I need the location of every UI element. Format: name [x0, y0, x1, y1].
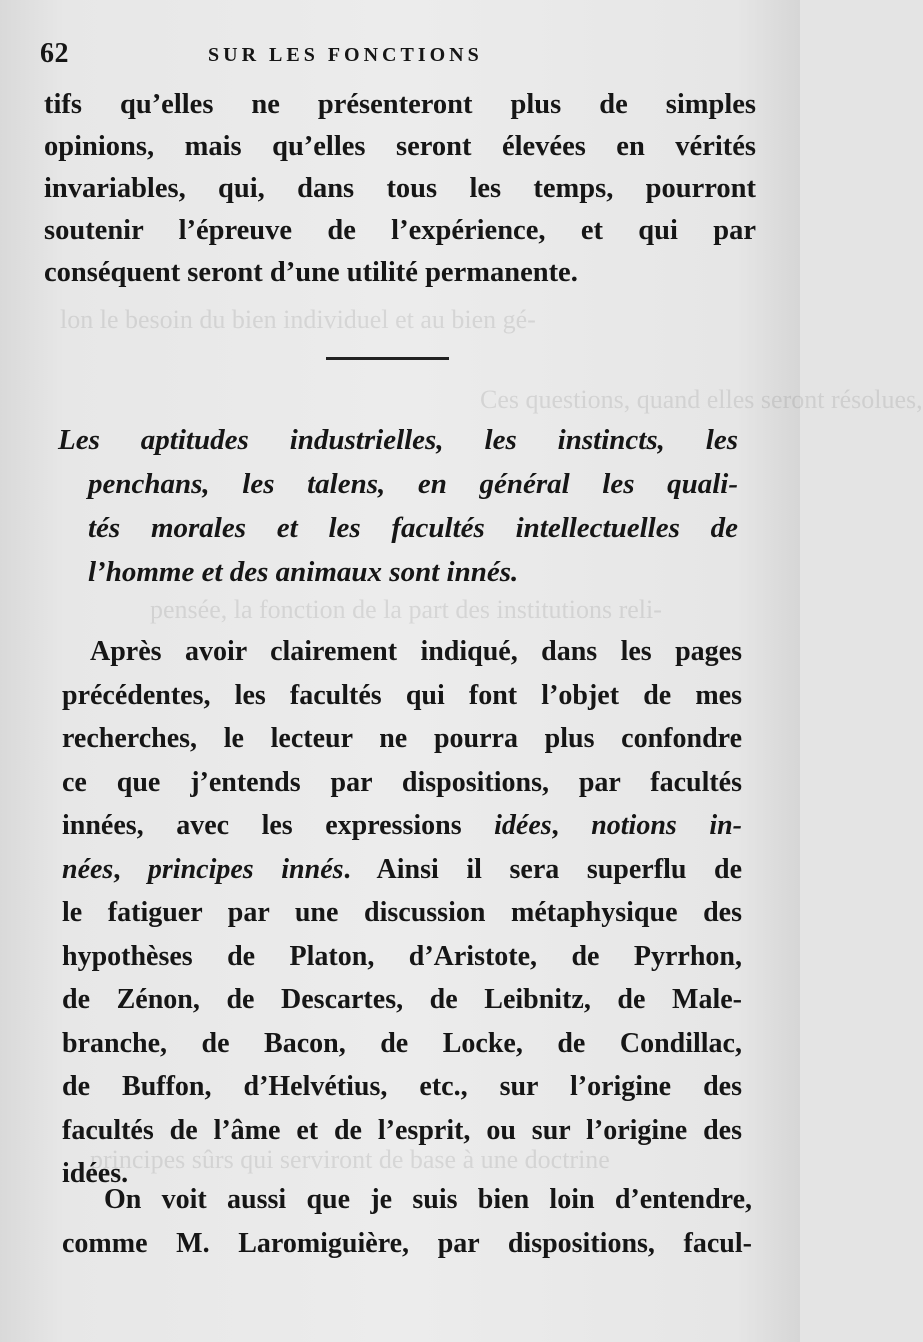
text-line: conséquent seront d’une utilité permanente. [44, 257, 578, 288]
text-run: innées, avec les expressions [62, 810, 495, 841]
text-line: tifs qu’elles ne présenteront plus de simples [44, 89, 756, 120]
text-line [62, 630, 742, 674]
heading-line: Les aptitudes industrielles, les instincts, les [58, 424, 738, 456]
text-run: hypothèses de Platon, d’Aristote, de Pyrrhon, [62, 940, 742, 972]
text-line [62, 761, 742, 805]
italic-run: notions in- [591, 810, 743, 841]
text-line [62, 1022, 742, 1066]
bleed-through-text: Ces questions, quand elles seront résolues, [480, 385, 923, 414]
text-line [62, 804, 742, 848]
bleed-through-text: pensée, la fonction de la part des institutions reli- [150, 595, 662, 624]
heading-line: penchans, les talens, en général les quali- [88, 468, 738, 500]
text-line: opinions, mais qu’elles seront élevées en vérités [44, 131, 756, 162]
text-line [62, 935, 742, 979]
main-paragraph [62, 630, 742, 1196]
text-line: On voit aussi que je suis bien loin d’entendre, [104, 1184, 752, 1215]
page-header [40, 38, 760, 78]
text-line [62, 1065, 742, 1109]
text-run: le fatiguer par une discussion métaphysique des [62, 897, 742, 928]
section-separator-rule [326, 357, 449, 360]
top-paragraph [44, 84, 756, 294]
text-run: de Buffon, d’Helvétius, etc., sur l’origine des [62, 1071, 742, 1102]
text-line: soutenir l’épreuve de l’expérience, et qui par [44, 215, 756, 246]
text-line [62, 1109, 742, 1153]
text-line [62, 891, 742, 935]
italic-run: principes innés [147, 853, 344, 885]
text-line [62, 717, 742, 761]
running-title: SUR LES FONCTIONS [208, 44, 483, 66]
text-run: branche, de Bacon, de Locke, de Condillac, [62, 1027, 742, 1059]
text-line: invariables, qui, dans tous les temps, pourront [44, 173, 756, 204]
text-line: comme M. Laromiguière, par dispositions, facul- [62, 1228, 752, 1259]
text-run: . Ainsi il sera superflu de [343, 853, 742, 885]
bleed-through-text: lon le besoin du bien individuel et au bien gé- [60, 305, 536, 334]
section-heading [58, 418, 738, 594]
text-run: recherches, le lecteur ne pourra plus confondre [62, 723, 742, 754]
bleed-through-text: principes sûrs qui serviront de base à une doctrine [90, 1145, 610, 1174]
text-run: , [113, 853, 148, 885]
text-run: de Zénon, de Descartes, de Leibnitz, de Male- [62, 984, 742, 1015]
text-run: , [551, 810, 592, 841]
text-run: facultés de l’âme et de l’esprit, ou sur l’origine des [62, 1114, 742, 1146]
text-line [62, 848, 742, 892]
last-paragraph [62, 1178, 752, 1266]
page-number: 62 [40, 38, 69, 69]
text-run: idées. [62, 1158, 129, 1189]
text-run: précédentes, les facultés qui font l’objet de mes [62, 679, 742, 711]
heading-line: l’homme et des animaux sont innés. [88, 556, 519, 588]
text-run: Après avoir clairement indiqué, dans les pages [90, 636, 742, 667]
heading-line: tés morales et les facultés intellectuelles de [88, 512, 738, 544]
text-line [62, 674, 742, 718]
text-run: ce que j’entends par dispositions, par facultés [62, 766, 742, 798]
italic-run: nées [62, 853, 114, 885]
text-line [62, 978, 742, 1022]
italic-run: idées [494, 810, 552, 841]
